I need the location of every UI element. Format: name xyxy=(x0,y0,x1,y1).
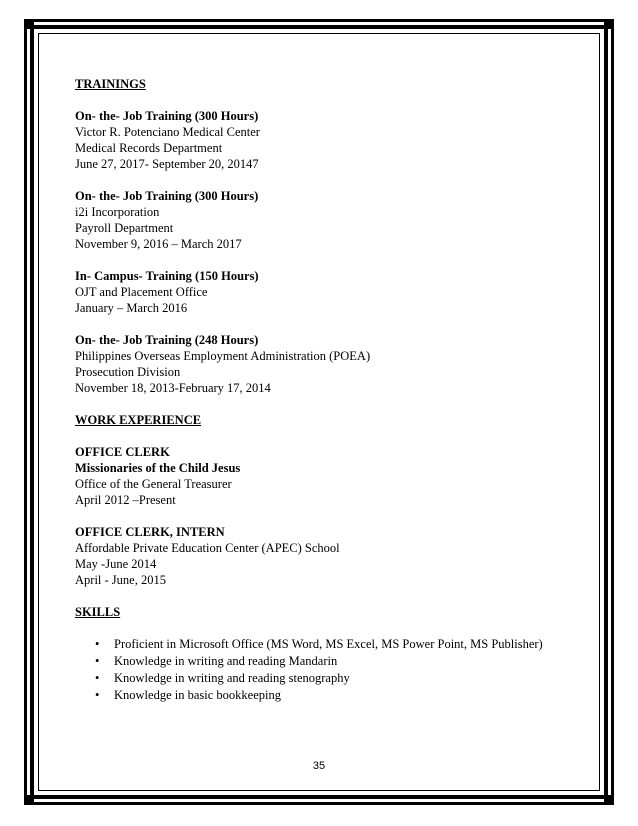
skills-heading: SKILLS xyxy=(75,605,121,619)
training-entry xyxy=(75,188,575,252)
training-entry xyxy=(75,268,575,316)
skill-text: Proficient in Microsoft Office (MS Word, MS Excel, MS Power Point, MS Publisher) xyxy=(114,637,543,651)
job-entry xyxy=(75,444,575,508)
job-line: Office of the General Treasurer xyxy=(75,477,232,491)
training-line: November 18, 2013-February 17, 2014 xyxy=(75,381,271,395)
page-number: 35 xyxy=(312,760,326,772)
work-experience-section xyxy=(75,412,575,588)
work-experience-heading: WORK EXPERIENCE xyxy=(75,413,202,427)
skills-section xyxy=(75,604,575,704)
training-line: June 27, 2017- September 20, 20147 xyxy=(75,157,259,171)
skills-list xyxy=(75,636,575,704)
job-line: May -June 2014 xyxy=(75,557,157,571)
job-employer: Missionaries of the Child Jesus xyxy=(75,461,241,475)
border-corner-bottom-left xyxy=(24,795,34,805)
trainings-heading: TRAININGS xyxy=(75,77,146,91)
training-line: November 9, 2016 – March 2017 xyxy=(75,237,242,251)
bullet-icon: • xyxy=(95,688,100,702)
job-title: OFFICE CLERK xyxy=(75,445,170,459)
training-line: Philippines Overseas Employment Administration (POEA) xyxy=(75,349,371,363)
border-corner-top-left xyxy=(24,19,34,29)
border-corner-bottom-right xyxy=(604,795,614,805)
training-line: OJT and Placement Office xyxy=(75,285,208,299)
job-line: April 2012 –Present xyxy=(75,493,176,507)
training-line: Prosecution Division xyxy=(75,365,181,379)
training-entry xyxy=(75,108,575,172)
resume-content xyxy=(75,76,575,704)
skill-text: Knowledge in writing and reading Mandarin xyxy=(114,654,338,668)
border-corner-top-right xyxy=(604,19,614,29)
skill-item xyxy=(95,670,575,687)
training-entry xyxy=(75,332,575,396)
skill-text: Knowledge in writing and reading stenography xyxy=(114,671,350,685)
bullet-icon: • xyxy=(95,654,100,668)
training-title: On- the- Job Training (300 Hours) xyxy=(75,109,259,123)
training-line: January – March 2016 xyxy=(75,301,188,315)
training-title: In- Campus- Training (150 Hours) xyxy=(75,269,259,283)
skill-item xyxy=(95,653,575,670)
bullet-icon: • xyxy=(95,637,100,651)
training-line: Payroll Department xyxy=(75,221,174,235)
job-title: OFFICE CLERK, INTERN xyxy=(75,525,225,539)
job-line: April - June, 2015 xyxy=(75,573,166,587)
job-entry xyxy=(75,524,575,588)
bullet-icon: • xyxy=(95,671,100,685)
job-line: Affordable Private Education Center (APEC) School xyxy=(75,541,340,555)
skill-item xyxy=(95,687,575,704)
skill-text: Knowledge in basic bookkeeping xyxy=(114,688,281,702)
training-title: On- the- Job Training (248 Hours) xyxy=(75,333,259,347)
training-title: On- the- Job Training (300 Hours) xyxy=(75,189,259,203)
skill-item xyxy=(95,636,575,653)
training-line: i2i Incorporation xyxy=(75,205,160,219)
trainings-section xyxy=(75,76,575,396)
training-line: Victor R. Potenciano Medical Center xyxy=(75,125,260,139)
training-line: Medical Records Department xyxy=(75,141,223,155)
